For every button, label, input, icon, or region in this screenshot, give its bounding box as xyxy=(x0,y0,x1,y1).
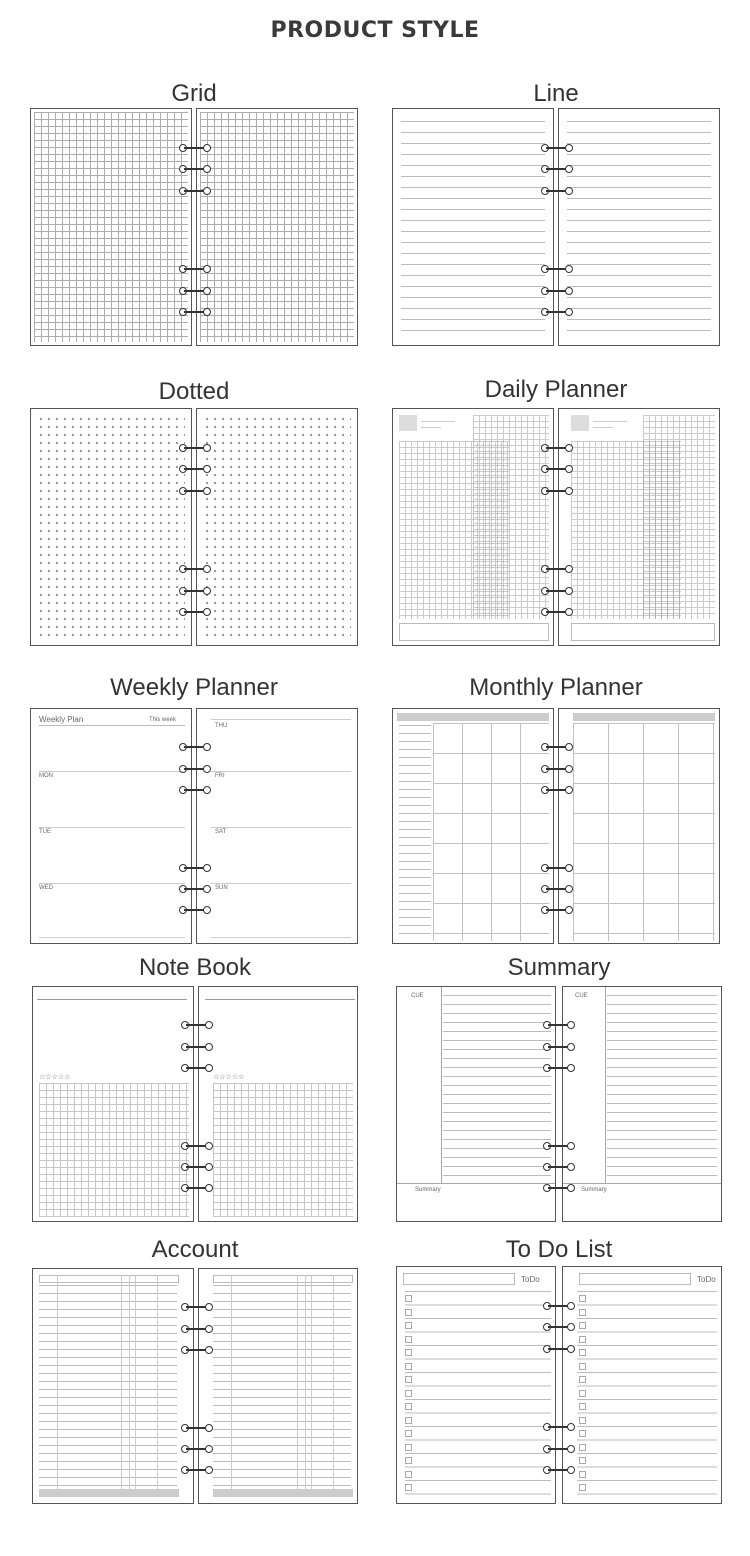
header-box xyxy=(399,415,417,431)
style-daily-planner xyxy=(392,376,720,648)
right-page xyxy=(558,708,720,944)
todo-checkbox xyxy=(405,1417,412,1424)
todo-checkbox xyxy=(405,1390,412,1397)
left-page xyxy=(396,986,556,1222)
todo-label: ToDo xyxy=(521,1275,540,1284)
notebook-spread xyxy=(392,408,720,646)
todo-checkbox xyxy=(579,1349,586,1356)
day-label: FRI xyxy=(215,773,225,779)
todo-checkbox xyxy=(579,1390,586,1397)
line-pattern xyxy=(607,995,717,1179)
right-page xyxy=(558,408,720,646)
line-pattern xyxy=(567,121,711,335)
line-pattern xyxy=(401,121,545,335)
left-page xyxy=(30,408,192,646)
page-title: PRODUCT STYLE xyxy=(270,18,480,43)
todo-checkbox xyxy=(405,1403,412,1410)
todo-checkbox xyxy=(579,1417,586,1424)
right-page xyxy=(558,108,720,346)
right-page xyxy=(196,108,358,346)
style-summary xyxy=(396,954,722,1224)
grid-pattern xyxy=(34,112,188,342)
dot-pattern xyxy=(203,415,351,639)
todo-checkbox xyxy=(579,1484,586,1491)
style-to-do-list xyxy=(396,1236,722,1506)
todo-label: ToDo xyxy=(697,1275,716,1284)
table-footer xyxy=(39,1489,179,1497)
header-box xyxy=(571,415,589,431)
this-week-label: This week xyxy=(149,717,177,723)
left-page xyxy=(392,108,554,346)
style-label: Dotted xyxy=(158,378,230,405)
todo-checkbox xyxy=(405,1457,412,1464)
style-monthly-planner xyxy=(392,674,720,946)
day-label: TUE xyxy=(39,829,51,835)
month-header xyxy=(397,713,549,721)
style-label: Daily Planner xyxy=(484,376,628,403)
todo-checkbox xyxy=(579,1444,586,1451)
stars: ☆☆☆☆☆ xyxy=(213,1074,245,1081)
style-grid xyxy=(30,80,358,350)
style-line xyxy=(392,80,720,350)
todo-header-box xyxy=(403,1273,515,1285)
todo-checkbox xyxy=(405,1484,412,1491)
notebook-spread xyxy=(396,986,722,1222)
todo-checkbox xyxy=(405,1376,412,1383)
todo-checkbox xyxy=(405,1363,412,1370)
todo-header-box xyxy=(579,1273,691,1285)
table-header xyxy=(213,1275,353,1283)
style-note-book xyxy=(32,954,358,1224)
grid-pattern xyxy=(39,1083,189,1217)
todo-checkbox xyxy=(579,1376,586,1383)
style-label: To Do List xyxy=(505,1236,613,1263)
dot-pattern xyxy=(37,415,185,639)
notes-box xyxy=(571,623,715,641)
todo-checkbox xyxy=(579,1309,586,1316)
grid-pattern xyxy=(473,415,549,619)
left-page xyxy=(30,108,192,346)
cue-label: CUE xyxy=(411,993,424,999)
style-label: Line xyxy=(533,80,579,107)
todo-checkbox xyxy=(579,1295,586,1302)
style-weekly-planner xyxy=(30,674,358,946)
style-label: Summary xyxy=(507,954,611,981)
day-label: THU xyxy=(215,723,228,729)
style-label: Monthly Planner xyxy=(469,674,643,701)
notebook-spread xyxy=(392,108,720,346)
day-label: MON xyxy=(39,773,53,779)
left-page xyxy=(392,408,554,646)
left-page xyxy=(396,1266,556,1504)
style-label: Weekly Planner xyxy=(110,674,278,701)
right-page xyxy=(198,986,358,1222)
style-label: Grid xyxy=(171,80,217,107)
style-account xyxy=(32,1236,358,1506)
calendar-grid xyxy=(433,723,549,941)
todo-checkbox xyxy=(579,1430,586,1437)
todo-checkbox xyxy=(405,1430,412,1437)
month-header xyxy=(573,713,715,721)
right-page xyxy=(196,708,358,944)
style-dotted xyxy=(30,378,358,648)
todo-checkbox xyxy=(405,1295,412,1302)
line-pattern xyxy=(405,1291,551,1497)
cue-label: CUE xyxy=(575,993,588,999)
left-page xyxy=(32,1268,194,1504)
right-page xyxy=(196,408,358,646)
calendar-grid xyxy=(573,723,715,941)
left-page xyxy=(32,986,194,1222)
todo-checkbox xyxy=(405,1322,412,1329)
notebook-spread xyxy=(396,1266,722,1504)
todo-checkbox xyxy=(579,1322,586,1329)
notes-box xyxy=(399,623,549,641)
weekly-title: Weekly Plan xyxy=(39,715,84,724)
line-pattern xyxy=(577,1291,717,1497)
summary-label: Summary xyxy=(415,1187,441,1193)
todo-checkbox xyxy=(405,1336,412,1343)
table-footer xyxy=(213,1489,353,1497)
left-page xyxy=(392,708,554,944)
summary-label: Summary xyxy=(581,1187,607,1193)
table-header xyxy=(39,1275,179,1283)
notebook-spread xyxy=(30,708,358,944)
notebook-spread xyxy=(32,1268,358,1504)
todo-checkbox xyxy=(579,1403,586,1410)
todo-checkbox xyxy=(579,1471,586,1478)
line-pattern xyxy=(399,725,431,939)
day-label: SUN xyxy=(215,885,228,891)
todo-checkbox xyxy=(405,1444,412,1451)
line-pattern xyxy=(213,1285,351,1487)
notebook-spread xyxy=(30,108,358,346)
todo-checkbox xyxy=(579,1336,586,1343)
grid-pattern xyxy=(200,112,354,342)
todo-checkbox xyxy=(405,1349,412,1356)
notebook-spread xyxy=(30,408,358,646)
day-label: WED xyxy=(39,885,53,891)
day-label: SAT xyxy=(215,829,227,835)
right-page xyxy=(562,1266,722,1504)
todo-checkbox xyxy=(405,1309,412,1316)
right-page xyxy=(562,986,722,1222)
line-pattern xyxy=(443,995,551,1179)
style-label: Note Book xyxy=(138,954,252,981)
grid-pattern xyxy=(643,415,715,619)
todo-checkbox xyxy=(579,1363,586,1370)
right-page xyxy=(198,1268,358,1504)
style-label: Account xyxy=(151,1236,239,1263)
notebook-spread xyxy=(32,986,358,1222)
notebook-spread xyxy=(392,708,720,944)
stars: ☆☆☆☆☆ xyxy=(39,1074,71,1081)
todo-checkbox xyxy=(579,1457,586,1464)
grid-pattern xyxy=(213,1083,353,1217)
left-page xyxy=(30,708,192,944)
todo-checkbox xyxy=(405,1471,412,1478)
